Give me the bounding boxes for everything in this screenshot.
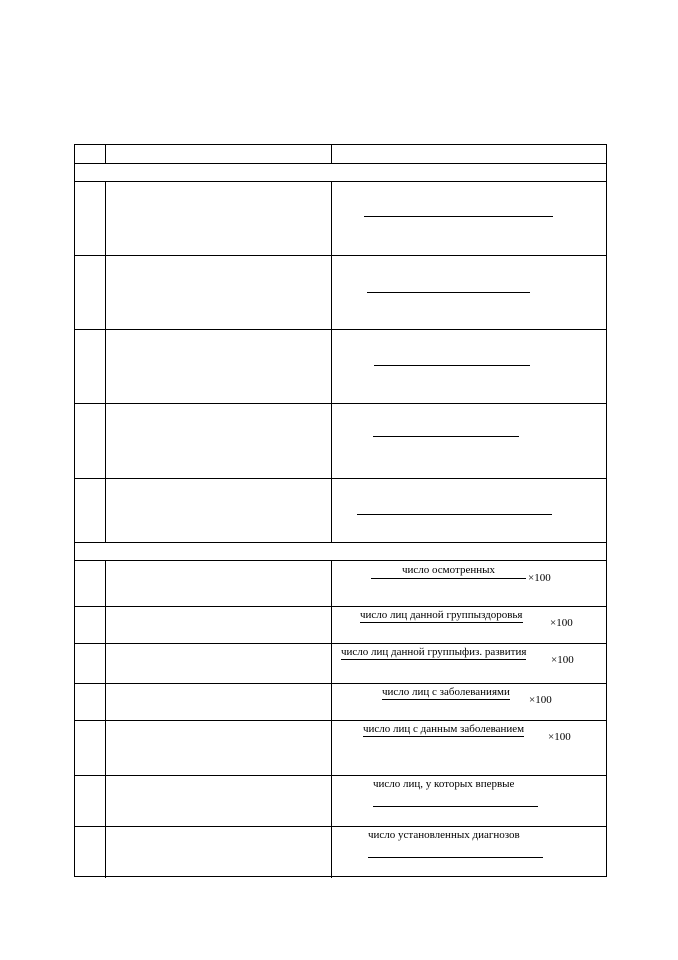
indicators-table [74,144,607,877]
table-row [75,404,606,479]
table-row [75,330,606,404]
formula-numerator: число лиц данной группыфиз. развития [341,646,527,658]
fraction-line [374,365,530,366]
table-row [75,182,606,256]
table-row [75,721,606,776]
table-row [75,561,606,607]
table-row [75,684,606,721]
formula-numerator: число лиц с заболеваниями [382,686,510,698]
multiplier: ×100 [529,694,552,706]
multiplier: ×100 [528,572,551,584]
table-header-row [75,145,606,164]
table-row [75,644,606,684]
formula-numerator: число лиц данной группыздоровья [360,609,523,621]
table-row [75,256,606,330]
fraction-line [364,216,553,217]
section-row-2 [75,543,606,561]
header-cell-number [75,145,106,163]
fraction-line [357,514,552,515]
table-row [75,776,606,827]
fraction-line [373,436,519,437]
formula-numerator: число установленных диагнозов [368,829,520,841]
header-cell-indicator [106,145,332,163]
formula-numerator: число лиц с данным заболеванием [363,723,525,735]
multiplier: ×100 [550,617,573,629]
formula-numerator: число лиц, у которых впервые [373,778,515,790]
fraction-line [368,857,543,858]
section-row-1 [75,164,606,182]
table-row [75,827,606,878]
table-row [75,607,606,644]
header-cell-formula [332,145,606,163]
formula-numerator: число осмотренных [371,564,526,579]
multiplier: ×100 [548,731,571,743]
table-row [75,479,606,543]
multiplier: ×100 [551,654,574,666]
fraction-line [367,292,530,293]
fraction-line [373,806,538,807]
